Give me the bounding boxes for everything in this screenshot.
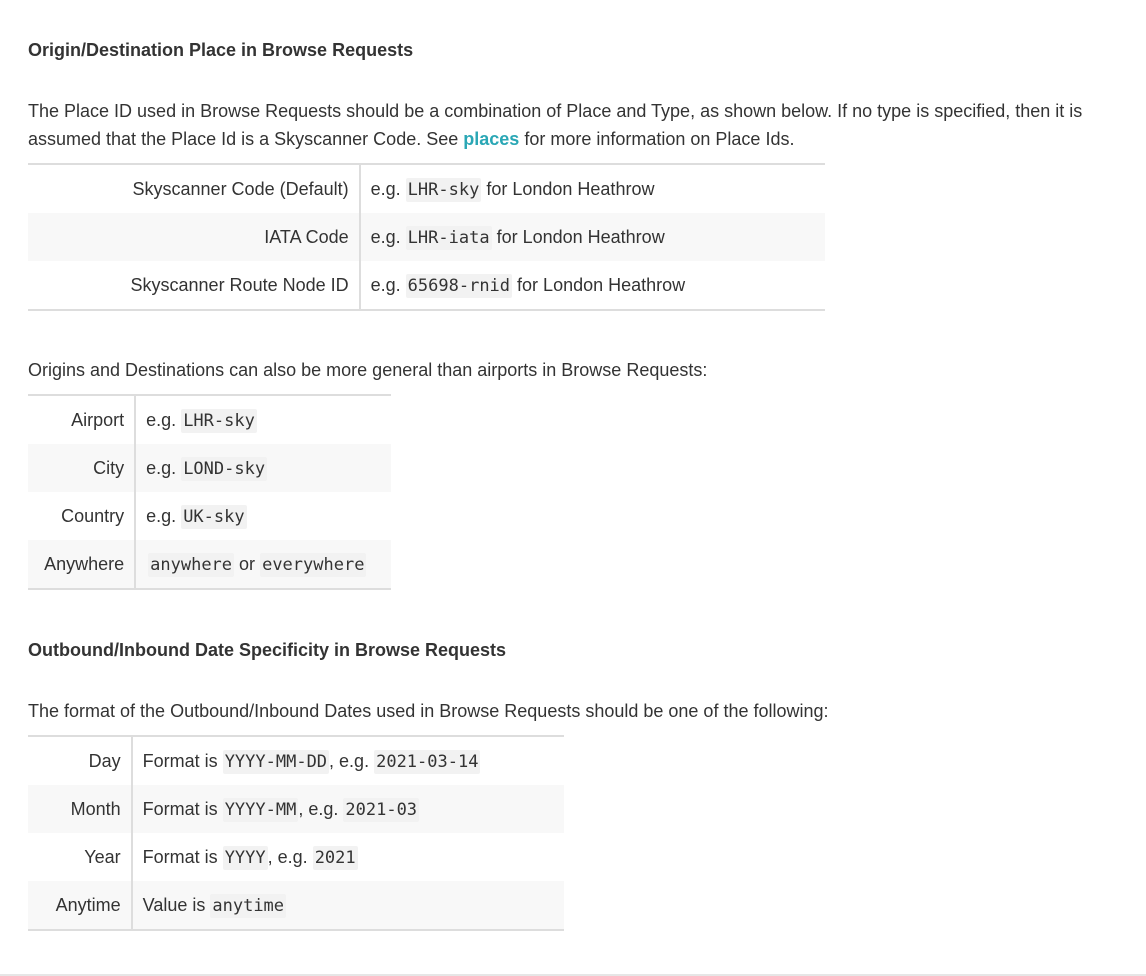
example-code: 65698-rnid xyxy=(407,275,511,296)
place-type-table xyxy=(28,163,825,311)
table-row xyxy=(28,395,391,444)
example-code: LHR-sky xyxy=(183,410,255,431)
place-kind-label: Anywhere xyxy=(28,540,135,589)
example-code: everywhere xyxy=(262,554,365,575)
example-code: 2021-03-14 xyxy=(376,751,479,772)
place-type-example xyxy=(360,164,825,213)
date-format-table xyxy=(28,735,564,931)
example-code: 2021 xyxy=(314,847,356,868)
example-suffix: for London Heathrow xyxy=(486,178,655,199)
general-places-table xyxy=(28,394,391,590)
place-type-example xyxy=(360,213,825,261)
example-code: LHR-sky xyxy=(407,179,480,200)
date-kind-label: Day xyxy=(28,736,132,785)
general-places-intro: Origins and Destinations can also be more general than airports in Browse Requests: xyxy=(28,360,708,380)
table-row xyxy=(28,833,564,881)
section-heading-place: Origin/Destination Place in Browse Requests xyxy=(28,40,414,60)
date-format-example xyxy=(132,736,564,785)
example-prefix: e.g. xyxy=(146,505,177,526)
date-kind-label: Anytime xyxy=(28,881,132,930)
format-mid: , e.g. xyxy=(298,798,339,819)
table-row xyxy=(28,785,564,833)
date-format-example xyxy=(132,785,564,833)
place-kind-example xyxy=(135,395,391,444)
example-code: UK-sky xyxy=(183,506,245,527)
example-prefix: e.g. xyxy=(370,226,401,247)
table-row xyxy=(28,213,825,261)
example-prefix: e.g. xyxy=(146,409,177,430)
example-code: 2021-03 xyxy=(345,799,418,820)
format-prefix: Value is xyxy=(142,894,206,915)
place-kind-example xyxy=(135,492,391,540)
table-row xyxy=(28,261,825,310)
format-mid: , e.g. xyxy=(329,750,370,771)
dates-intro-paragraph: The format of the Outbound/Inbound Dates used in Browse Requests should be one of the following: xyxy=(28,701,829,721)
example-code: anywhere xyxy=(150,554,233,575)
place-type-label: Skyscanner Code (Default) xyxy=(28,164,360,213)
place-intro-text-end: for more information on Place Ids. xyxy=(524,129,795,149)
section-heading-dates: Outbound/Inbound Date Specificity in Browse Requests xyxy=(28,640,507,660)
example-prefix: e.g. xyxy=(146,457,177,478)
place-intro-paragraph xyxy=(28,97,1118,153)
place-type-label: IATA Code xyxy=(28,213,360,261)
example-suffix: for London Heathrow xyxy=(517,274,686,295)
format-code: YYYY-MM-DD xyxy=(224,751,328,772)
date-format-example xyxy=(132,881,564,930)
place-type-example xyxy=(360,261,825,310)
example-prefix: e.g. xyxy=(370,274,401,295)
format-prefix: Format is xyxy=(142,750,218,771)
example-code: LHR-iata xyxy=(407,227,490,248)
format-mid: , e.g. xyxy=(267,846,308,867)
example-joiner: or xyxy=(239,553,256,574)
format-code: YYYY-MM xyxy=(224,799,297,820)
table-row xyxy=(28,540,391,589)
format-code: YYYY xyxy=(224,847,266,868)
table-row xyxy=(28,881,564,930)
place-intro-text: The Place ID used in Browse Requests should be a combination of Place and Type, as shown below. If no type is specified, then it is assumed that the Place Id is a Skyscanner Code. See xyxy=(28,101,1083,149)
example-suffix: for London Heathrow xyxy=(496,226,665,247)
format-code: anytime xyxy=(212,895,285,916)
format-prefix: Format is xyxy=(142,846,218,867)
place-kind-label: Airport xyxy=(28,395,135,444)
place-kind-example xyxy=(135,540,391,589)
place-kind-label: City xyxy=(28,444,135,492)
date-kind-label: Year xyxy=(28,833,132,881)
example-code: LOND-sky xyxy=(183,458,266,479)
table-row xyxy=(28,444,391,492)
place-kind-label: Country xyxy=(28,492,135,540)
place-type-label: Skyscanner Route Node ID xyxy=(28,261,360,310)
table-row xyxy=(28,492,391,540)
example-prefix: e.g. xyxy=(370,178,401,199)
places-link[interactable]: places xyxy=(463,129,520,149)
date-kind-label: Month xyxy=(28,785,132,833)
place-kind-example xyxy=(135,444,391,492)
date-format-example xyxy=(132,833,564,881)
table-row xyxy=(28,164,825,213)
table-row xyxy=(28,736,564,785)
format-prefix: Format is xyxy=(142,798,218,819)
